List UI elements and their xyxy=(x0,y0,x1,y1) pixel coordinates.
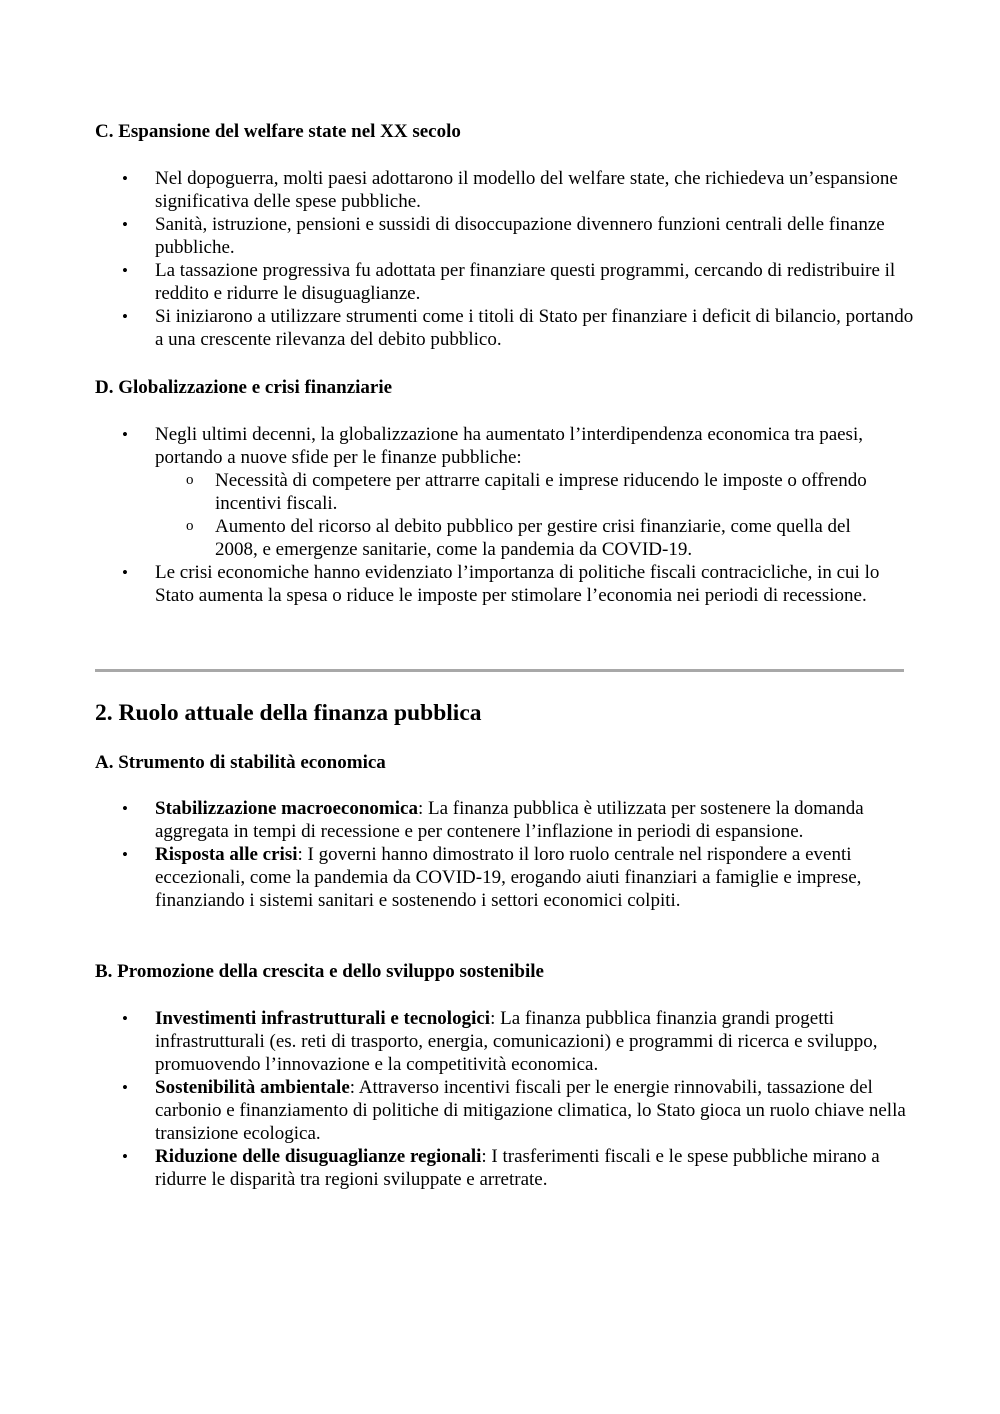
list-item-text: : La finanza pubblica finanzia grandi progetti infrastrutturali (es. reti di trasporto, energia, comunicazioni) e programmi di ricerca e sviluppo, promuovendo l’innovazione e la competitività economica. xyxy=(155,1008,878,1075)
list-item: • La tassazione progressiva fu adottata per finanziare questi programmi, cercando di redistribuire il reddito e ridurre le disuguaglianze. xyxy=(0,259,915,305)
list-item-text: : Attraverso incentivi fiscali per le energie rinnovabili, tassazione del carbonio e finanziamento di politiche di mitigazione climatica, lo Stato gioca un ruolo chiave nella transizione ecologica. xyxy=(155,1077,906,1144)
list-item: • Nel dopoguerra, molti paesi adottarono il modello del welfare state, che richiedeva un’espansione significativa delle spese pubbliche. xyxy=(0,167,915,213)
list-item xyxy=(0,1007,915,1076)
list-item xyxy=(0,1145,915,1191)
list-item-text: : La finanza pubblica è utilizzata per sostenere la domanda aggregata in tempi di recessione e per contenere l’inflazione in periodi di espansione. xyxy=(155,798,864,842)
list-item xyxy=(0,797,915,843)
bullet-list-b xyxy=(0,1007,1000,1191)
section-heading-a: A. Strumento di stabilità economica xyxy=(95,752,386,773)
sub-list xyxy=(155,469,915,561)
sub-list-item: o Aumento del ricorso al debito pubblico per gestire crisi finanziarie, come quella del 2008, e emergenze sanitarie, come la pandemia da COVID-19. xyxy=(155,515,875,561)
list-item xyxy=(0,843,915,912)
list-item-text: Negli ultimi decenni, la globalizzazione ha aumentato l’interdipendenza economica tra paesi, portando a nuove sfide per le finanze pubbliche: xyxy=(155,424,863,468)
list-item-term: Investimenti infrastrutturali e tecnologici xyxy=(155,1008,491,1029)
chapter-heading: 2. Ruolo attuale della finanza pubblica xyxy=(95,700,482,726)
list-item-term: Sostenibilità ambientale xyxy=(155,1077,350,1098)
list-item xyxy=(0,1076,915,1145)
list-item-term: Stabilizzazione macroeconomica xyxy=(155,798,418,819)
list-item xyxy=(0,423,915,561)
bullet-list-c xyxy=(0,167,1000,351)
list-item-term: Riduzione delle disuguaglianze regionali xyxy=(155,1146,482,1167)
section-heading-d: D. Globalizzazione e crisi finanziarie xyxy=(95,377,393,398)
bullet-list-d xyxy=(0,423,1000,607)
section-heading-c: C. Espansione del welfare state nel XX secolo xyxy=(95,121,461,142)
list-item-text: : I governi hanno dimostrato il loro ruolo centrale nel rispondere a eventi eccezionali, come la pandemia da COVID-19, erogando aiuti finanziari a famiglie e imprese, finanziando i sistemi sanitari e sostenendo i settori economici colpiti. xyxy=(155,844,862,911)
section-heading-b: B. Promozione della crescita e dello sviluppo sostenibile xyxy=(95,961,544,982)
list-item: • Si iniziarono a utilizzare strumenti come i titoli di Stato per finanziare i deficit di bilancio, portando a una crescente rilevanza del debito pubblico. xyxy=(0,305,915,351)
list-item: • Sanità, istruzione, pensioni e sussidi di disoccupazione divennero funzioni centrali delle finanze pubbliche. xyxy=(0,213,915,259)
horizontal-divider xyxy=(95,669,904,672)
list-item: • Le crisi economiche hanno evidenziato l’importanza di politiche fiscali contracicliche, in cui lo Stato aumenta la spesa o riduce le imposte per stimolare l’economia nei periodi di recessione. xyxy=(0,561,915,607)
list-item-term: Risposta alle crisi xyxy=(155,844,298,865)
bullet-list-a xyxy=(0,797,1000,912)
sub-list-item: o Necessità di competere per attrarre capitali e imprese riducendo le imposte o offrendo incentivi fiscali. xyxy=(155,469,875,515)
list-item-text: : I trasferimenti fiscali e le spese pubbliche mirano a ridurre le disparità tra regioni sviluppate e arretrate. xyxy=(155,1146,880,1190)
